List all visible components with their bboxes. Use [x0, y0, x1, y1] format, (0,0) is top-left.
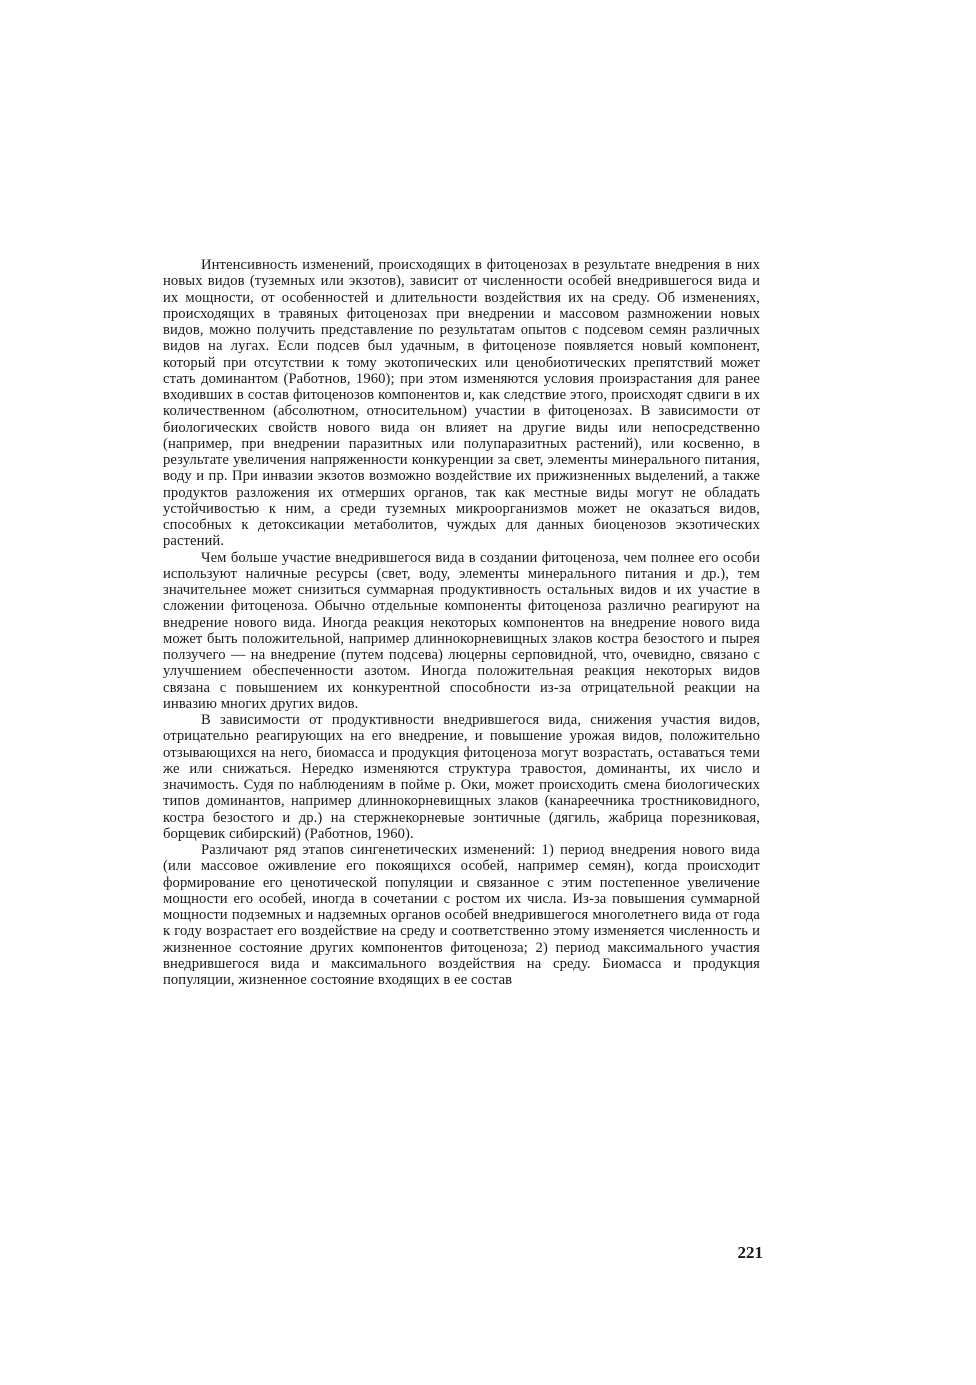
- paragraph-2: Чем больше участие внедрившегося вида в создании фитоценоза, чем полнее его особи используют наличные ресурсы (свет, воду, элементы минерального питания и др.), тем значительнее может снизиться суммарная продуктивность остальных видов и их участие в сложении фитоценоза. Обычно отдельные компоненты фитоценоза различно реагируют на внедрение нового вида. Иногда реакция некоторых компонентов на внедрение нового вида может быть положительной, например длиннокорневищных злаков костра безостого и пырея ползучего — на внедрение (путем подсева) люцерны серповидной, что, очевидно, связано с улучшением обеспеченности азотом. Иногда положительная реакция некоторых видов связана с повышением их конкурентной способности из-за отрицательной реакции на инвазию многих других видов.: [163, 549, 760, 712]
- body-text: [163, 257, 760, 988]
- paragraph-4: Различают ряд этапов сингенетических изменений: 1) период внедрения нового вида (или массовое оживление его покоящихся особей, например семян), когда происходит формирование его ценотической популяции и связанное с этим постепенное увеличение мощности его особей, иногда в сочетании с ростом их числа. Из-за повышения суммарной мощности подземных и надземных органов особей внедрившегося многолетнего вида от года к году возрастает его воздействие на среду и соответственно этому изменяется численность и жизненное состояние других компонентов фитоценоза; 2) период максимального участия внедрившегося вида и максимального воздействия на среду. Биомасса и продукция популяции, жизненное состояние входящих в ее состав: [163, 842, 760, 988]
- page-number: 221: [737, 1243, 763, 1262]
- paragraph-1: Интенсивность изменений, происходящих в фитоценозах в результате внедрения в них новых видов (туземных или экзотов), зависит от численности особей внедрившегося вида и их мощности, от особенностей и длительности воздействия их на среду. Об изменениях, происходящих в травяных фитоценозах при внедрении и массовом размножении новых видов, можно получить представление по результатам опытов с подсевом семян различных видов на лугах. Если подсев был удачным, в фитоценозе появляется новый компонент, который при отсутствии к тому экотопических или ценобиотических препятствий может стать доминантом (Работнов, 1960); при этом изменяются условия произрастания для ранее входивших в состав фитоценозов компонентов и, как следствие этого, происходят сдвиги в их количественном (абсолютном, относительном) участии в фитоценозах. В зависимости от биологических свойств нового вида он влияет на другие виды или непосредственно (например, при внедрении паразитных или полупаразитных растений), или косвенно, в результате увеличения напряженности конкуренции за свет, элементы минерального питания, воду и пр. При инвазии экзотов возможно воздействие их прижизненных выделений, а также продуктов разложения их отмерших органов, так как местные виды могут не обладать устойчивостью к ним, а среди туземных микроорганизмов может не оказаться видов, способных к детоксикации метаболитов, чуждых для данных биоценозов экзотических растений.: [163, 257, 760, 550]
- paragraph-3: В зависимости от продуктивности внедрившегося вида, снижения участия видов, отрицательно реагирующих на его внедрение, и повышение урожая видов, положительно отзывающихся на него, биомасса и продукция фитоценоза могут возрастать, оставаться теми же или снижаться. Нередко изменяются структура травостоя, доминанты, их число и значимость. Судя по наблюдениям в пойме р. Оки, может происходить смена биологических типов доминантов, например длиннокорневищных злаков (канареечника тростниковидного, костра безостого и др.) на стержнекорневые зонтичные (дягиль, жабрица порезниковая, борщевик сибирский) (Работнов, 1960).: [163, 712, 760, 842]
